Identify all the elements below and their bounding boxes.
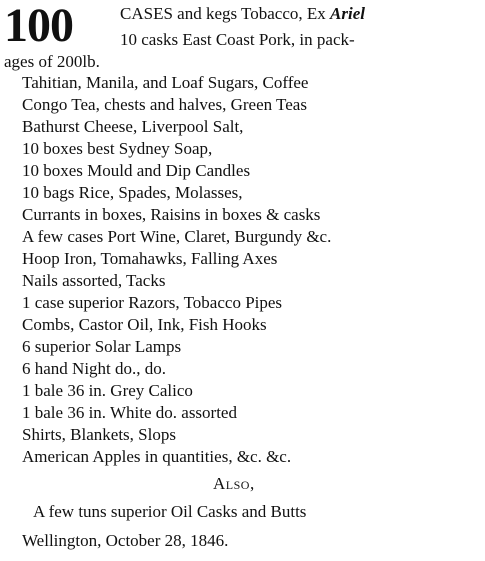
list-item: 6 superior Solar Lamps [22, 337, 182, 356]
ad-line-pork: 10 casks East Coast Pork, in pack- [120, 30, 355, 49]
headline-text: CASES and kegs Tobacco, Ex [120, 4, 331, 23]
list-item: Currants in boxes, Raisins in boxes & casks [22, 205, 321, 224]
list-item: Shirts, Blankets, Slops [22, 425, 176, 444]
list-item: Congo Tea, chests and halves, Green Teas [22, 95, 307, 114]
ad-number: 100 [4, 0, 73, 52]
list-item: Bathurst Cheese, Liverpool Salt, [22, 117, 244, 136]
list-item: 6 hand Night do., do. [22, 359, 167, 378]
also-item: A few tuns superior Oil Casks and Butts [33, 502, 307, 521]
list-item: Nails assorted, Tacks [22, 271, 166, 290]
dateline: Wellington, October 28, 1846. [22, 531, 229, 550]
list-item: 10 boxes best Sydney Soap, [22, 139, 213, 158]
list-item: Combs, Castor Oil, Ink, Fish Hooks [22, 315, 267, 334]
ad-headline [120, 4, 365, 24]
list-item: A few cases Port Wine, Claret, Burgundy &c. [22, 227, 332, 246]
list-item: Tahitian, Manila, and Loaf Sugars, Coffee [22, 73, 309, 92]
also-heading: Also, [213, 474, 255, 493]
list-item: American Apples in quantities, &c. &c. [22, 447, 292, 466]
list-item: 1 bale 36 in. White do. assorted [22, 403, 237, 422]
list-item: 10 bags Rice, Spades, Molasses, [22, 183, 243, 202]
ship-name: Ariel [330, 4, 365, 23]
list-item: 1 case superior Razors, Tobacco Pipes [22, 293, 283, 312]
list-item: 10 boxes Mould and Dip Candles [22, 161, 251, 180]
list-item: 1 bale 36 in. Grey Calico [22, 381, 193, 400]
ad-line-packages: ages of 200lb. [4, 52, 100, 71]
list-item: Hoop Iron, Tomahawks, Falling Axes [22, 249, 278, 268]
